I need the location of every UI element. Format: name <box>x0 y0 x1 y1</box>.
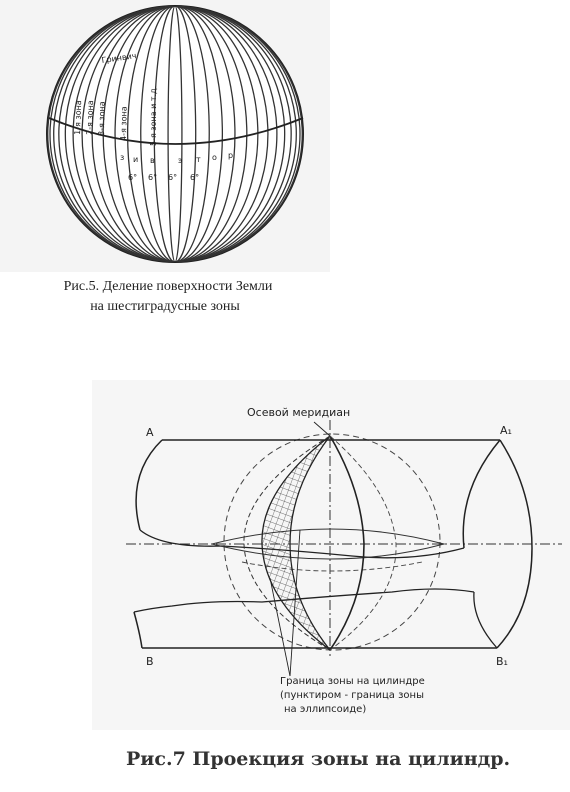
cylinder-left-end-lower <box>134 612 142 648</box>
figure-5-globe-panel <box>0 0 330 272</box>
column-letter: э <box>178 156 183 165</box>
zone-label-5: 5-я зона и т.д. <box>149 85 158 146</box>
figure-7-cylinder-panel <box>92 380 570 730</box>
degree-label: 6° <box>168 173 178 182</box>
figure-5-caption-line-2: на шестиградусные зоны <box>90 299 240 314</box>
hatched-zone <box>262 436 330 650</box>
cylinder-left-end-upper <box>136 440 162 530</box>
zone-label-4: 4-я зона <box>119 106 129 142</box>
corner-label-a: A <box>146 426 154 439</box>
degree-label: 6° <box>148 173 158 182</box>
column-letter: т <box>196 155 201 164</box>
degree-label: 6° <box>190 173 200 182</box>
figure-5-caption <box>0 277 330 317</box>
boundary-note-line-1: Граница зоны на цилиндре <box>280 676 425 687</box>
figure-5-caption-line-1: Рис.5. Деление поверхности Земли <box>63 279 273 294</box>
column-letter: в <box>150 156 155 165</box>
degree-label: 6° <box>128 173 138 182</box>
corner-label-b: B <box>146 655 154 668</box>
zone-label-1: 1-я зона <box>73 100 84 136</box>
column-letter: о <box>212 153 217 162</box>
cylinder-right-end-inner <box>474 592 497 648</box>
axial-meridian-leader <box>314 422 330 436</box>
column-letter: и <box>133 155 139 164</box>
greenwich-label: Гринвич <box>101 51 137 65</box>
cylinder-right-end-left <box>463 440 500 548</box>
boundary-note <box>280 675 425 717</box>
corner-label-a1: A₁ <box>500 424 512 437</box>
column-letter: з <box>120 153 125 162</box>
globe-drawing <box>0 0 330 272</box>
figure-7-caption: Рис.7 Проекция зоны на цилиндр. <box>126 748 511 770</box>
sphere-outline-dashed <box>224 434 440 650</box>
axial-meridian-label: Осевой меридиан <box>247 406 351 419</box>
zone-label-2: 2-я зона <box>85 100 96 136</box>
boundary-note-line-3: на эллипсоиде) <box>284 704 367 715</box>
corner-label-b1: B₁ <box>496 655 508 668</box>
boundary-note-line-2: (пунктиром - граница зоны <box>280 690 424 701</box>
column-letter: р <box>228 151 234 160</box>
zone-label-3: 3-я зона <box>97 101 107 137</box>
axial-meridian <box>330 436 364 650</box>
right-meridian-dashed <box>330 436 396 650</box>
